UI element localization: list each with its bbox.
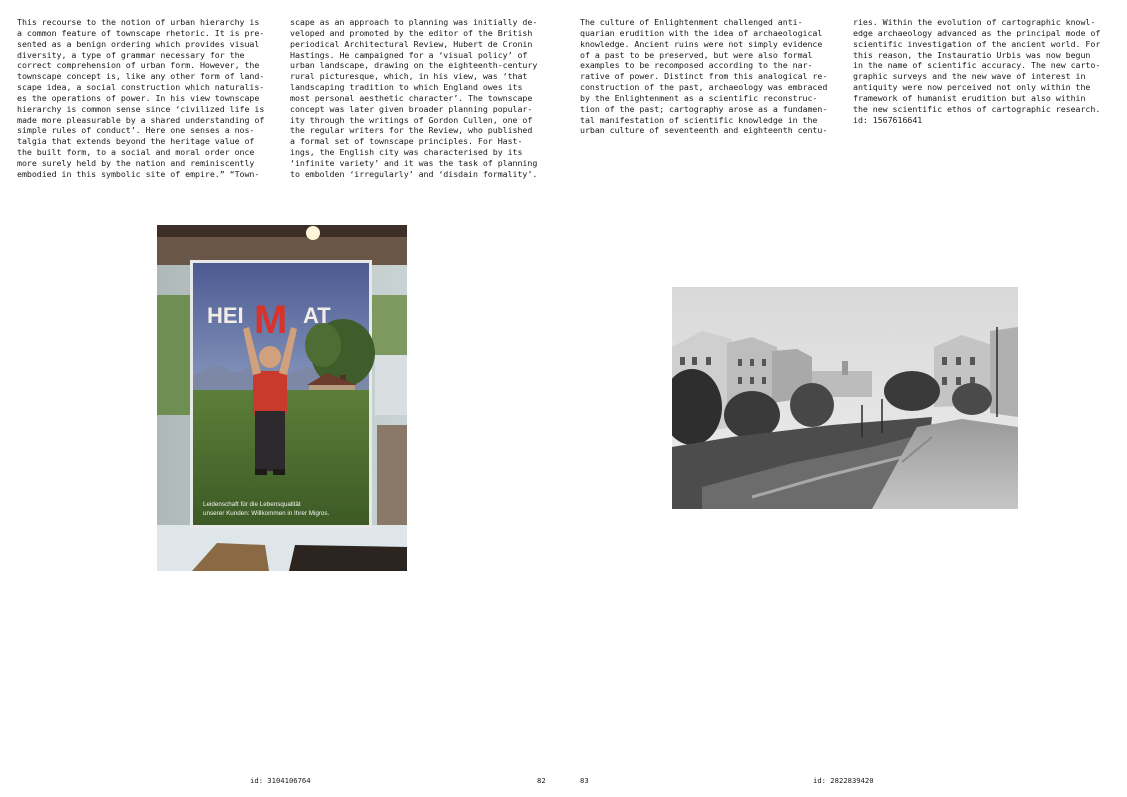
left-page-number: 82: [537, 776, 546, 785]
left-page-column-1: This recourse to the notion of urban hierarchy is a common feature of townscape rhetoric. It is pre- sented as a benign ordering which provides visual diversity, a type of grammar necessary for the correct comprehension of urban form. However, the townscape concept is, like any other form of land- scape idea, a social construction which naturalis- es the operations of power. In his view townscape hierarchy is common sense since ‘civilized life is made more pleasurable by a shared understanding of simple rules of conduct’. Here one senses a nos- talgia that extends beyond the heritage value of the built form, to a social and moral order once more surely held by the nation and reminiscently embodied in this symbolic site of empire.” “Town-: [17, 17, 265, 179]
left-footer-id: id: 3104106764: [250, 776, 311, 785]
right-footer-id: id: 2822839420: [813, 776, 874, 785]
right-page-column-1: The culture of Enlightenment challenged anti- quarian erudition with the idea of archaeological knowledge. Ancient ruins were not simply evidence of a past to be preserved, but were also formal examples to be recomposed according to the nar- rative of power. Distinct from this analogical re- construction of the past, archaeology was embraced by the Enlightenment as a scientific reconstruc- tion of the past; cartography arose as a fundamen- tal manifestation of scientific knowledge in the urban culture of seventeenth and eighteenth centu-: [580, 17, 828, 136]
poster-headline-right: AT: [303, 303, 331, 328]
left-page-column-2: scape as an approach to planning was initially de- veloped and promoted by the editor of the British periodical Architectural Review, Hubert de Cronin Hastings. He campaigned for a ‘visual policy’ of urban landscape, drawing on the eighteenth-century rural picturesque, which, in his view, was ‘that landscaping tradition to which England owes its most personal aesthetic character’. The townscape concept was later given broader planning popular- ity through the writings of Gordon Cullen, one of the regular writers for the Review, who published a formal set of townscape principles. For Hast- ings, the English city was characterised by its ‘infinite variety’ and it was the task of planning to embolden ‘irregularly’ and ‘disdain formality’.: [290, 17, 538, 179]
poster-photo: [157, 225, 407, 571]
right-page-number: 83: [580, 776, 589, 785]
poster-headline-letter: M: [254, 298, 288, 342]
right-page-column-2: ries. Within the evolution of cartographic knowl- edge archaeology advanced as the principal mode of scientific investigation of the ancient world. For this reason, the Instauratio Urbis was now begun in the name of scientific accuracy. The new carto- graphic surveys and the new wave of interest in antiquity were now perceived not only within the framework of humanist erudition but also within the new scientific ethos of cartographic research. id: 1567616641: [853, 17, 1101, 125]
poster-headline-left: HEI: [207, 303, 244, 328]
poster-caption-line-1: Leidenschaft für die Lebensqualität: [203, 501, 301, 508]
historic-street-photo: [672, 287, 1018, 509]
poster-caption-line-2: unserer Kunden: Willkommen in Ihrer Migros.: [203, 510, 330, 517]
